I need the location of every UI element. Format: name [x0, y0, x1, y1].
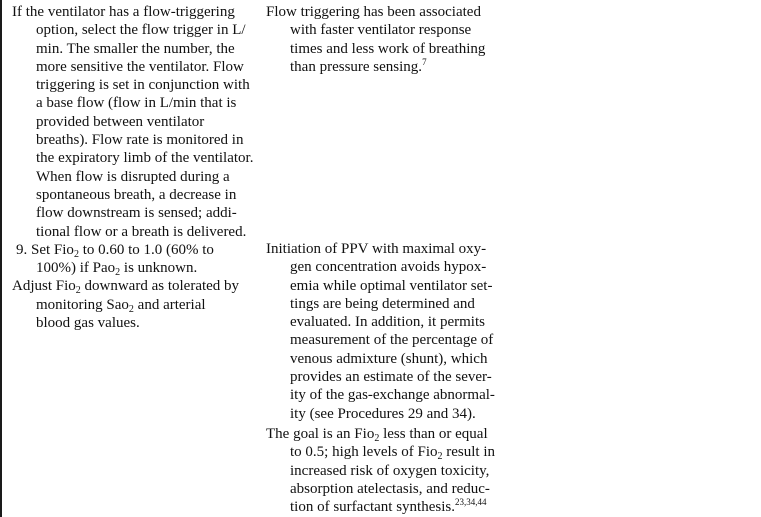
subscript: 2: [73, 248, 79, 260]
text-line: [12, 241, 257, 259]
text-line: more sensitive the ventilator. Flow: [36, 58, 244, 75]
text-run: monitoring Sao: [36, 296, 129, 313]
text-line: the expiratory limb of the ventilator.: [36, 150, 254, 167]
step-9-instruction: [12, 241, 257, 278]
text-run: than pressure sensing.: [290, 58, 423, 75]
text-line: evaluated. In addition, it permits: [290, 314, 485, 331]
step-number: 9.: [16, 241, 28, 258]
text-run: is unknown.: [120, 260, 198, 277]
text-line: tings are being determined and: [290, 295, 475, 312]
text-run: to 0.5; high levels of Fio: [290, 444, 438, 461]
text-line: [12, 277, 257, 295]
text-line: tional flow or a breath is delivered.: [36, 223, 247, 240]
text-line: absorption atelectasis, and reduc-: [290, 480, 490, 497]
text-line: Flow triggering has been associated: [266, 4, 481, 20]
subscript: 2: [75, 285, 81, 297]
text-run: downward as tolerated by: [80, 278, 240, 295]
text-run: less than or equal: [379, 426, 488, 442]
text-line: a base flow (flow in L/min that is: [36, 95, 237, 112]
procedure-step-column: [12, 3, 257, 332]
text-line: [12, 259, 257, 277]
text-run: result in: [442, 444, 495, 461]
text-line: emia while optimal ventilator set-: [290, 277, 493, 294]
flow-trigger-instruction: [12, 3, 257, 241]
text-line: Initiation of PPV with maximal oxy-: [266, 241, 487, 257]
text-line: triggering is set in conjunction with: [36, 77, 250, 94]
text-line: min. The smaller the number, the: [36, 40, 235, 57]
text-line: [266, 443, 501, 461]
text-run: The goal is an Fio: [266, 426, 375, 442]
text-line: measurement of the percentage of: [290, 332, 494, 349]
text-line: gen concentration avoids hypox-: [290, 259, 487, 276]
subscript: 2: [437, 451, 443, 463]
text-run: 100%) if Pao: [36, 260, 116, 277]
text-run: tion of surfactant synthesis.: [290, 499, 455, 516]
text-line: ity of the gas-exchange abnormal-: [290, 387, 495, 404]
goal-rationale: [266, 425, 501, 516]
text-line: venous admixture (shunt), which: [290, 350, 488, 367]
text-line: [12, 296, 257, 314]
text-line: spontaneous breath, a decrease in: [36, 186, 237, 203]
subscript: 2: [374, 433, 380, 444]
text-line: If the ventilator has a flow-triggering: [12, 4, 235, 20]
text-line: provides an estimate of the sever-: [290, 369, 492, 386]
text-line: times and less work of breathing: [290, 40, 486, 57]
ppv-rationale: [266, 240, 501, 423]
rationale-column: [266, 3, 501, 517]
text-line: When flow is disrupted during a: [36, 168, 230, 185]
adjust-fio2-instruction: [12, 277, 257, 332]
reference-superscript: 7: [422, 56, 427, 67]
text-line: flow downstream is sensed; addi-: [36, 205, 237, 222]
table-left-border: [0, 0, 2, 517]
text-line: increased risk of oxygen toxicity,: [290, 462, 490, 479]
text-line: option, select the flow trigger in L/: [36, 22, 246, 39]
text-line: with faster ventilator response: [290, 22, 472, 39]
subscript: 2: [128, 303, 134, 315]
flow-trigger-rationale: [266, 3, 501, 76]
text-line: [266, 58, 501, 76]
text-run: Adjust Fio: [12, 278, 76, 295]
text-line: [266, 425, 501, 443]
text-line: [266, 498, 501, 516]
text-line: breaths). Flow rate is monitored in: [36, 132, 244, 149]
text-line: ity (see Procedures 29 and 34).: [290, 405, 476, 422]
text-run: Set Fio: [31, 241, 74, 258]
text-run: to 0.60 to 1.0 (60% to: [78, 241, 214, 258]
text-run: and arterial: [133, 296, 206, 313]
text-line: blood gas values.: [36, 315, 140, 332]
text-line: provided between ventilator: [36, 113, 205, 130]
subscript: 2: [115, 267, 121, 279]
reference-superscript: 23,34,44: [454, 497, 487, 508]
